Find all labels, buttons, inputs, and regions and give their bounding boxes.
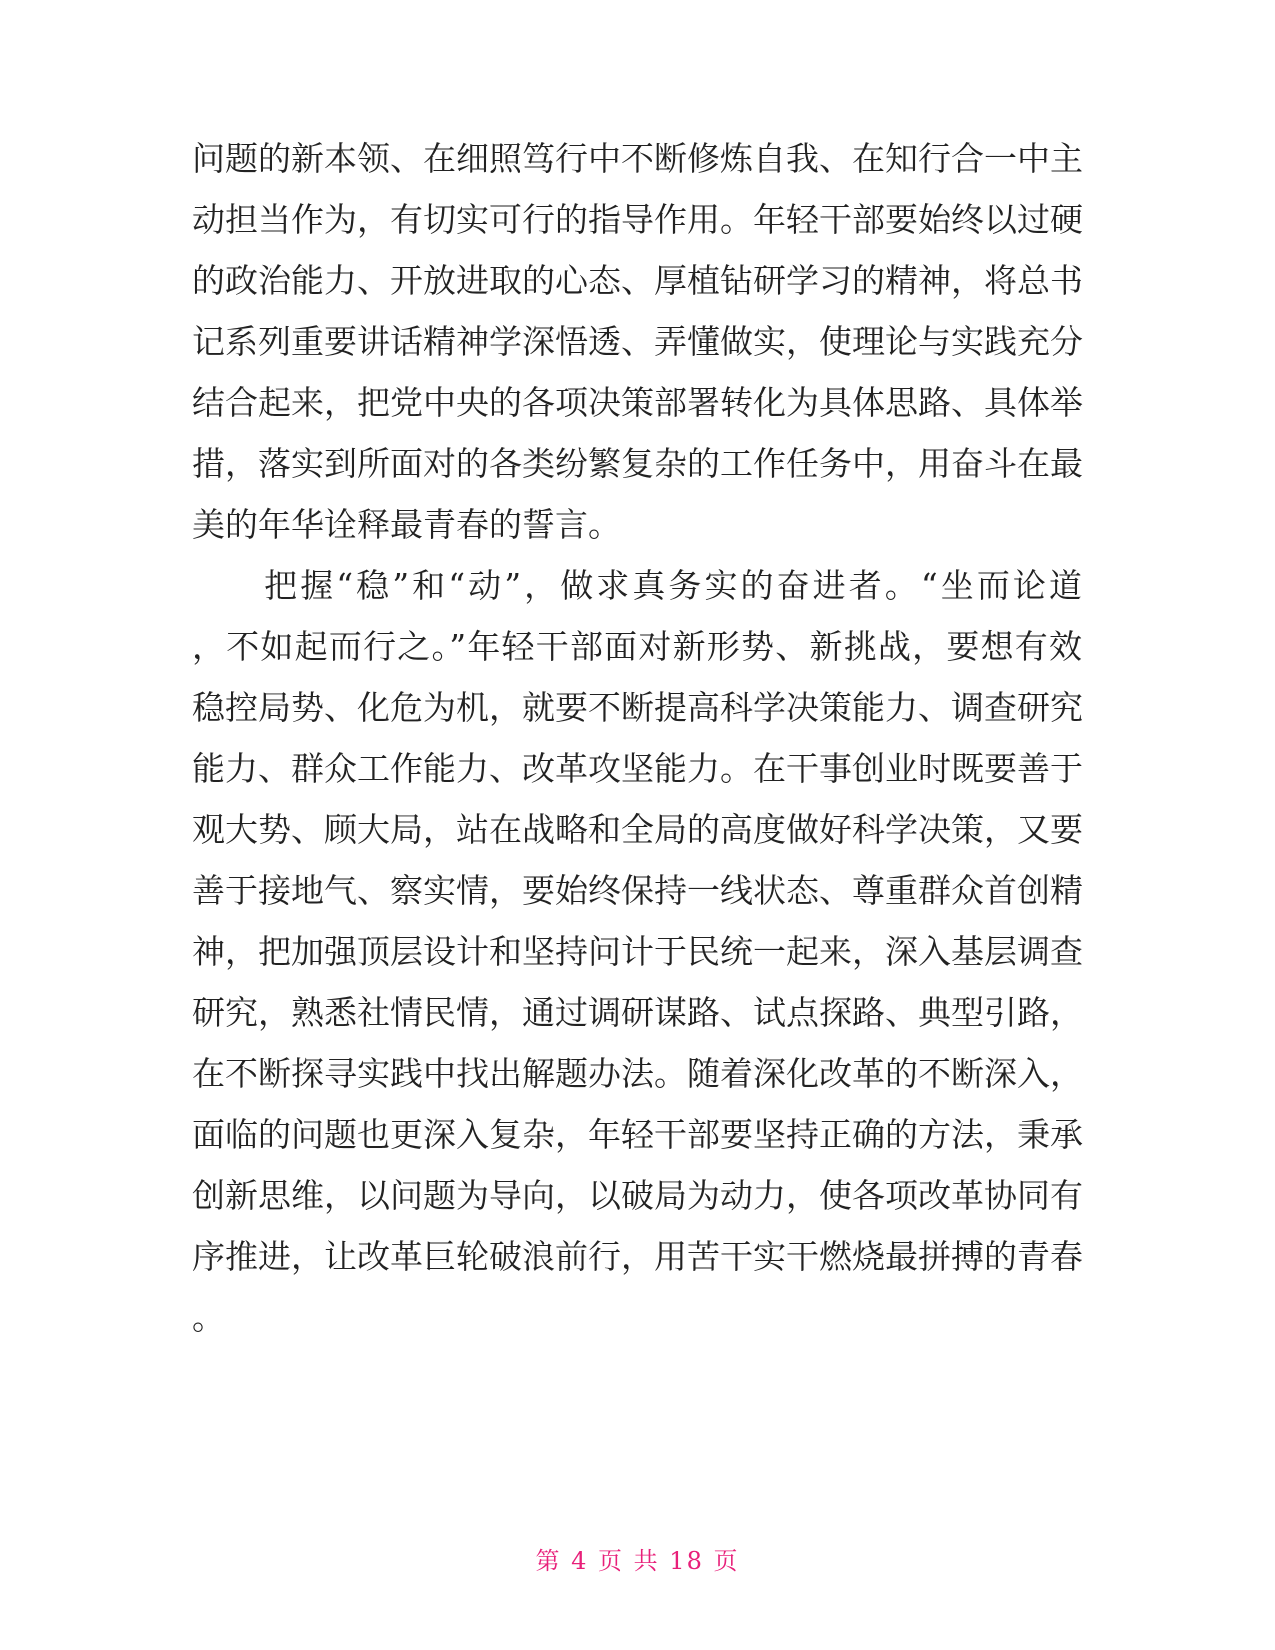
text-line: 创新思维，以问题为导向，以破局为动力，使各项改革协同有 xyxy=(192,1176,1083,1215)
text-line: 在不断探寻实践中找出解题办法。随着深化改革的不断深入， xyxy=(192,1054,1083,1093)
text-line: 序推进，让改革巨轮破浪前行，用苦干实干燃烧最拼搏的青春 xyxy=(192,1237,1083,1276)
text-line: ，不如起而行之。”年轻干部面对新形势、新挑战，要想有效 xyxy=(192,627,1082,666)
text-line: 神，把加强顶层设计和坚持问计于民统一起来，深入基层调查 xyxy=(192,932,1083,971)
text-line: 稳控局势、化危为机，就要不断提高科学决策能力、调查研究 xyxy=(192,688,1083,727)
text-line: 把握“稳”和“动”，做求真务实的奋进者。“坐而论道 xyxy=(192,566,1082,605)
text-line: 结合起来，把党中央的各项决策部署转化为具体思路、具体举 xyxy=(192,383,1083,422)
text-line: 。 xyxy=(192,1298,225,1337)
text-line: 观大势、顾大局，站在战略和全局的高度做好科学决策，又要 xyxy=(192,810,1083,849)
text-line: 美的年华诠释最青春的誓言。 xyxy=(192,505,621,544)
text-line: 面临的问题也更深入复杂，年轻干部要坚持正确的方法，秉承 xyxy=(192,1115,1083,1154)
text-line: 措，落实到所面对的各类纷繁复杂的工作任务中，用奋斗在最 xyxy=(192,444,1083,483)
text-line: 的政治能力、开放进取的心态、厚植钻研学习的精神，将总书 xyxy=(192,261,1083,300)
text-line: 记系列重要讲话精神学深悟透、弄懂做实，使理论与实践充分 xyxy=(192,322,1083,361)
page-number-label: 第 4 页 共 18 页 xyxy=(535,1547,740,1575)
text-line: 动担当作为，有切实可行的指导作用。年轻干部要始终以过硬 xyxy=(192,200,1083,239)
text-line: 能力、群众工作能力、改革攻坚能力。在干事创业时既要善于 xyxy=(192,749,1083,788)
text-line: 善于接地气、察实情，要始终保持一线状态、尊重群众首创精 xyxy=(192,871,1083,910)
text-line: 研究，熟悉社情民情，通过调研谋路、试点探路、典型引路， xyxy=(192,993,1083,1032)
text-line: 问题的新本领、在细照笃行中不断修炼自我、在知行合一中主 xyxy=(192,139,1083,178)
page-number-footer xyxy=(0,1546,1275,1576)
